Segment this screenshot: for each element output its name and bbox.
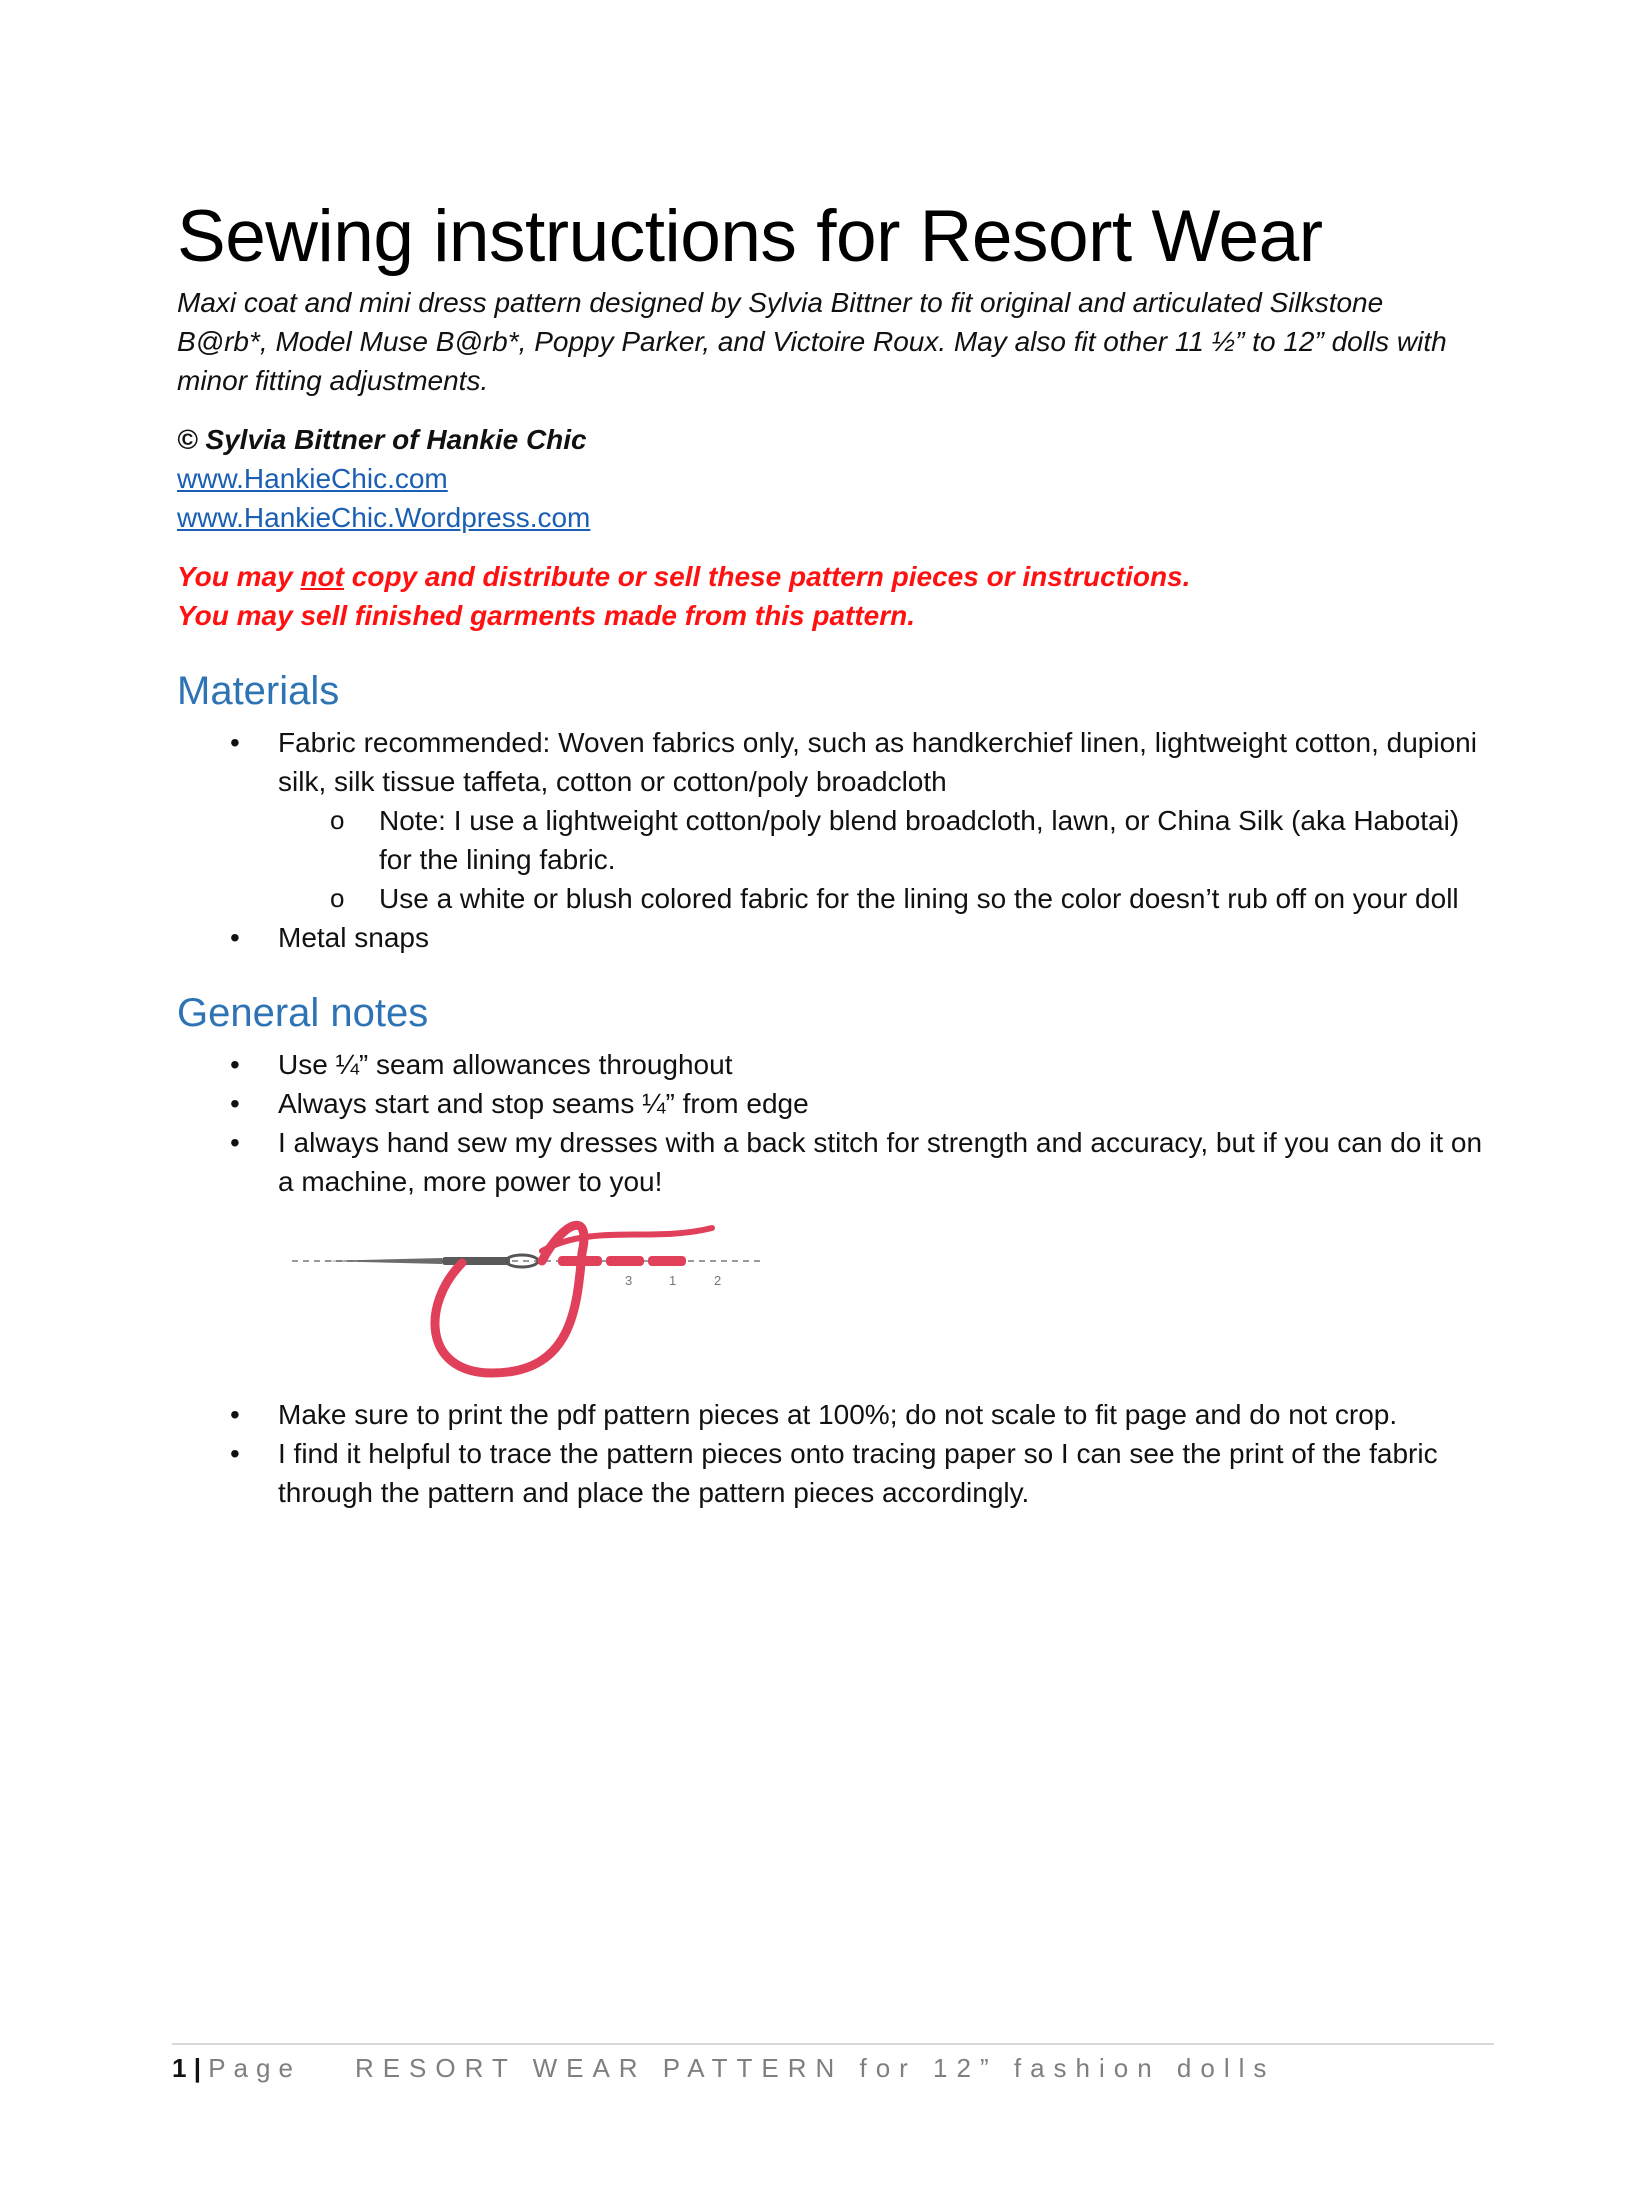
general-notes-list-continued: [177, 1395, 1497, 1512]
page-title: Sewing instructions for Resort Wear: [177, 196, 1323, 277]
list-item: [177, 1123, 1497, 1201]
bullet-icon: •: [230, 727, 240, 758]
page-label: Page: [208, 2053, 301, 2083]
list-item-text: Fabric recommended: Woven fabrics only, such as handkerchief linen, lightweight cotton, dupioni silk, silk tissue taffeta, cotton or cotton/poly broadcloth: [278, 727, 1477, 797]
page-footer: [172, 2043, 1494, 2084]
materials-heading: Materials: [177, 669, 340, 713]
sublist-item-text: Use a white or blush colored fabric for the lining so the color doesn’t rub off on your doll: [379, 883, 1459, 914]
list-item: [177, 723, 1497, 918]
general-notes-heading: General notes: [177, 991, 429, 1035]
page-separator: |: [186, 2053, 209, 2083]
stitch-label: 2: [714, 1273, 722, 1288]
copyright-warning: [177, 557, 1497, 635]
needle-eye: [506, 1255, 538, 1267]
stitch-label: 3: [625, 1273, 633, 1288]
stitch-label: 1: [669, 1273, 677, 1288]
list-item-text: I find it helpful to trace the pattern pieces onto tracing paper so I can see the print of the fabric through the pattern and place the pattern pieces accordingly.: [278, 1438, 1438, 1508]
stitch: [558, 1256, 602, 1266]
sublist-item: [278, 801, 1497, 879]
subtitle: Maxi coat and mini dress pattern designed by Sylvia Bittner to fit original and articulated Silkstone B@rb*, Model Muse B@rb*, Poppy Parker, and Victoire Roux. May also fit other 11 ½” to 12” dolls with minor fitting adjustments.: [177, 287, 1447, 396]
bullet-icon: •: [230, 1088, 240, 1119]
stitch: [648, 1256, 686, 1266]
materials-sublist: [278, 801, 1497, 918]
list-item-text: Metal snaps: [278, 922, 429, 953]
needle-body: [442, 1257, 510, 1265]
website-link[interactable]: www.HankieChic.com: [177, 463, 448, 494]
sublist-item: [278, 879, 1497, 918]
bullet-icon: •: [230, 1438, 240, 1469]
needle-shaft: [322, 1258, 442, 1264]
stitch: [606, 1256, 644, 1266]
circle-bullet-icon: o: [330, 805, 345, 835]
list-item: [177, 1395, 1497, 1434]
list-item: [177, 918, 1497, 957]
warning-line1-post: copy and distribute or sell these pattern pieces or instructions.: [343, 561, 1191, 592]
warning-line1-pre: You may: [177, 561, 301, 592]
copyright-line: © Sylvia Bittner of Hankie Chic: [177, 424, 587, 455]
bullet-icon: •: [230, 1049, 240, 1080]
back-stitch-svg: [292, 1213, 772, 1383]
list-item: [177, 1434, 1497, 1512]
running-title: RESORT WEAR PATTERN for 12” fashion dolls: [354, 2053, 1276, 2083]
blog-link[interactable]: www.HankieChic.Wordpress.com: [177, 502, 591, 533]
back-stitch-illustration: [292, 1213, 772, 1383]
list-item: [177, 1084, 1497, 1123]
list-item-text: I always hand sew my dresses with a back stitch for strength and accuracy, but if you can do it on a machine, more power to you!: [278, 1127, 1483, 1197]
sublist-item-text: Note: I use a lightweight cotton/poly blend broadcloth, lawn, or China Silk (aka Habotai) for the lining fabric.: [379, 805, 1460, 875]
bullet-icon: •: [230, 922, 240, 953]
bullet-icon: •: [230, 1399, 240, 1430]
warning-line2: You may sell finished garments made from this pattern.: [177, 600, 916, 631]
list-item-text: Always start and stop seams ¼” from edge: [278, 1088, 809, 1119]
warning-not: not: [300, 561, 344, 592]
list-item-text: Use ¼” seam allowances throughout: [278, 1049, 733, 1080]
general-notes-list: [177, 1045, 1497, 1201]
materials-list: [177, 723, 1497, 957]
page-number: 1: [172, 2053, 187, 2083]
thread-loop: [435, 1225, 584, 1373]
document-page: [177, 196, 1497, 1512]
bullet-icon: •: [230, 1127, 240, 1158]
circle-bullet-icon: o: [330, 883, 345, 913]
list-item-text: Make sure to print the pdf pattern pieces at 100%; do not scale to fit page and do not crop.: [278, 1399, 1398, 1430]
list-item: [177, 1045, 1497, 1084]
